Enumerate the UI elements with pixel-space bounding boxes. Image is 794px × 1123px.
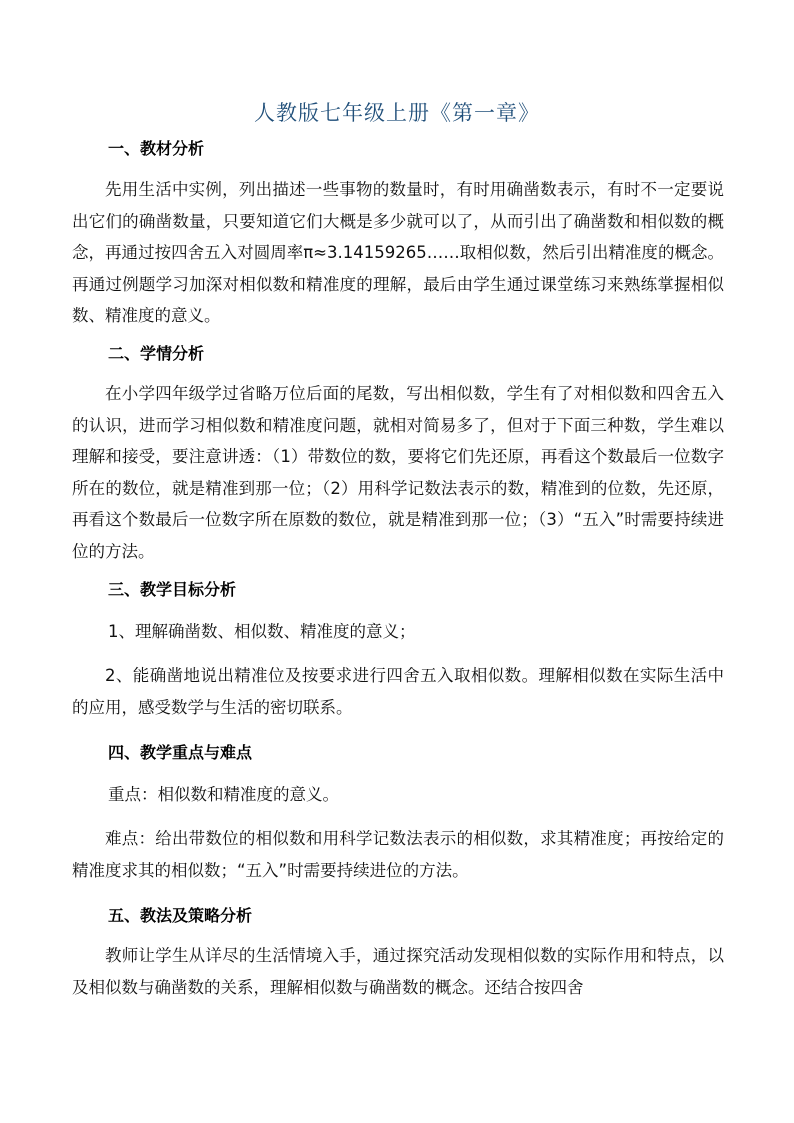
objective-1: 1、理解确凿数、相似数、精准度的意义； xyxy=(108,622,416,641)
document-title: 人教版七年级上册《第一章》 xyxy=(254,101,540,125)
section-heading-1: 一、教材分析 xyxy=(108,139,205,158)
section-heading-3: 三、教学目标分析 xyxy=(108,580,237,599)
section-heading-2: 二、学情分析 xyxy=(108,344,205,363)
objective-2: 2、能确凿地说出精准位及按要求进行四舍五入取相似数。理解相似数在实际生活中的应用，感受数学与生活的密切联系。 xyxy=(72,666,724,717)
section-heading-5: 五、教法及策略分析 xyxy=(108,906,253,925)
key-point: 重点：相似数和精准度的意义。 xyxy=(108,785,339,804)
section-5-paragraph: 教师让学生从详尽的生活情境入手，通过探究活动发现相似数的实际作用和特点，以及相似数与确凿数的关系，理解相似数与确凿数的概念。还结合按四舍 xyxy=(72,946,724,997)
section-heading-4: 四、教学重点与难点 xyxy=(108,743,253,762)
section-2-paragraph: 在小学四年级学过省略万位后面的尾数，写出相似数，学生有了对相似数和四舍五入的认识，进而学习相似数和精准度问题，就相对简易多了，但对于下面三种数，学生难以理解和接受，要注意讲透：（1）带数位的数，要将它们先还原，再看这个数最后一位数字所在的数位，就是精准到那一位；（2）用科学记数法表示的数，精准到的位数，先还原，再看这个数最后一位数字所在原数的数位，就是精准到那一位；（3）“五入”时需要持续进位的方法。 xyxy=(72,384,724,561)
section-1-paragraph: 先用生活中实例，列出描述一些事物的数量时，有时用确凿数表示，有时不一定要说出它们的确凿数量，只要知道它们大概是多少就可以了，从而引出了确凿数和相似数的概念，再通过按四舍五入对圆周率π≈3.14159265……取相似数，然后引出精准度的概念。再通过例题学习加深对相似数和精准度的理解，最后由学生通过课堂练习来熟练掌握相似数、精准度的意义。 xyxy=(72,180,724,326)
difficult-point: 难点：给出带数位的相似数和用科学记数法表示的相似数，求其精准度；再按给定的精准度求其的相似数；“五入”时需要持续进位的方法。 xyxy=(72,829,724,880)
